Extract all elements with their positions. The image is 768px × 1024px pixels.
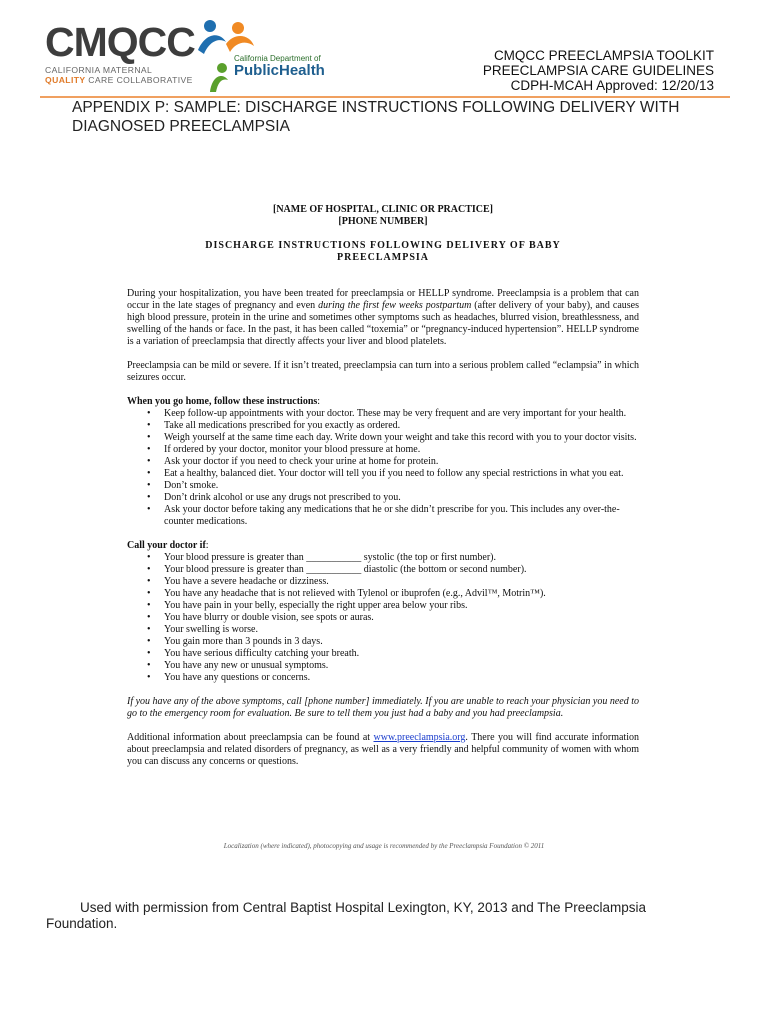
list-item: • Your swelling is worse.	[164, 624, 639, 636]
list-item: • If ordered by your doctor, monitor your blood pressure at home.	[164, 444, 639, 456]
intro-text-a: During your hospitalization, you have been treated for preeclampsia or HELLP syndrome. Preeclampsia is a problem that can occur in the late stages of pregnancy and even	[127, 288, 639, 311]
info-text-a: Additional information about preeclampsia can be found at	[127, 732, 374, 743]
info-paragraph	[127, 732, 639, 768]
cmqcc-logo-line2-rest: CARE COLLABORATIVE	[85, 75, 193, 85]
list-item: • Don’t drink alcohol or use any drugs not prescribed to you.	[164, 492, 639, 504]
list-item: • Your blood pressure is greater than ___________ diastolic (the bottom or second number).	[164, 564, 639, 576]
cmqcc-logo	[45, 19, 195, 94]
preeclampsia-website-link[interactable]: www.preeclampsia.org	[373, 732, 466, 743]
list-item: • Don’t smoke.	[164, 480, 639, 492]
call-doctor-heading	[127, 540, 639, 552]
cdph-logo-line1: California Department of	[234, 54, 321, 63]
intro-text-b: (after delivery of your baby), and causes high blood pressure, protein in the urine and sometimes other symptoms such as headaches, blurred vision, breathlessness, and swelling of the hands or face. In the past, it has been called “toxemia” or “pregnancy-induced hypertension”. HELLP syndrome is a variation of preeclampsia that directly affects your liver and blood platelets.	[127, 300, 640, 347]
home-instructions-heading	[127, 396, 639, 408]
cmqcc-logo-line2	[45, 75, 193, 85]
list-item: • You have any headache that is not relieved with Tylenol or ibuprofen (e.g., Advil™, Motrin™).	[164, 588, 639, 600]
approval-line: CDPH-MCAH Approved: 12/20/13	[510, 78, 714, 93]
guidelines-title: PREECLAMPSIA CARE GUIDELINES	[482, 63, 714, 78]
intro-paragraph	[127, 288, 639, 348]
home-instructions-list	[127, 408, 639, 528]
cmqcc-logo-line1: CALIFORNIA MATERNAL	[45, 65, 153, 75]
list-item: • Weigh yourself at the same time each day. Write down your weight and take this record with you to your doctor visits.	[164, 432, 639, 444]
letter-title-line1: DISCHARGE INSTRUCTIONS FOLLOWING DELIVERY OF BABY	[205, 240, 561, 251]
list-item: • Eat a healthy, balanced diet. Your doctor will tell you if you need to follow any special restrictions in what you eat.	[164, 468, 639, 480]
list-item: • Keep follow-up appointments with your doctor. These may be very frequent and are very important for your health.	[164, 408, 639, 420]
toolkit-title: CMQCC PREECLAMPSIA TOOLKIT	[493, 48, 714, 63]
discharge-letter	[127, 204, 639, 768]
letter-title-line2: PREECLAMPSIA	[336, 252, 429, 263]
list-item: • You gain more than 3 pounds in 3 days.	[164, 636, 639, 648]
list-item: • You have a severe headache or dizziness.	[164, 576, 639, 588]
hospital-name-placeholder: [NAME OF HOSPITAL, CLINIC OR PRACTICE]	[272, 204, 493, 215]
severity-paragraph: Preeclampsia can be mild or severe. If it isn’t treated, preeclampsia can turn into a serious problem called “eclampsia” in which seizures occur.	[127, 360, 639, 383]
call-heading-text: Call your doctor if	[127, 540, 206, 551]
list-item: • You have any new or unusual symptoms.	[164, 660, 639, 672]
call-doctor-list	[127, 552, 639, 684]
intro-text-italic: during the first few weeks postpartum	[318, 300, 472, 311]
list-item: • You have any questions or concerns.	[164, 672, 639, 684]
list-item: • You have pain in your belly, especially the right upper area below your ribs.	[164, 600, 639, 612]
list-item: • You have blurry or double vision, see spots or auras.	[164, 612, 639, 624]
home-heading-colon: :	[317, 396, 321, 407]
emergency-paragraph	[127, 696, 639, 720]
cmqcc-logo-wordmark: CMQCC	[45, 19, 195, 65]
emergency-text: If you have any of the above symptoms, call [phone number] immediately. If you are unable to reach your physician you need to go to the emergency room for evaluation. Be sure to tell them you just had a baby and you had preeclampsia.	[127, 696, 639, 719]
cdph-logo-line2: PublicHealth	[234, 62, 325, 79]
cmqcc-logo-quality: QUALITY	[45, 75, 86, 85]
call-heading-colon: :	[205, 540, 209, 551]
list-item: • You have serious difficulty catching your breath.	[164, 648, 639, 660]
list-item: • Take all medications prescribed for you exactly as ordered.	[164, 420, 639, 432]
toolkit-header	[483, 48, 714, 93]
list-item: • Ask your doctor if you need to check your urine at home for protein.	[164, 456, 639, 468]
list-item: • Your blood pressure is greater than ___________ systolic (the top or first number).	[164, 552, 639, 564]
home-heading-text: When you go home, follow these instructions	[127, 396, 318, 407]
phone-number-placeholder: [PHONE NUMBER]	[338, 216, 428, 227]
info-text-b: . There you will find accurate information about preeclampsia and related disorders of pregnancy, as well as a very friendly and helpful community of women with whom you can discuss any concerns or questions.	[127, 732, 639, 767]
permission-statement: Used with permission from Central Baptist Hospital Lexington, KY, 2013 and The Preeclampsia Foundation.	[46, 900, 647, 931]
cdph-logo	[196, 16, 366, 94]
appendix-title: APPENDIX P: SAMPLE: DISCHARGE INSTRUCTIONS FOLLOWING DELIVERY WITH DIAGNOSED PREECLAMPSIA	[72, 99, 680, 135]
foundation-footer-note: Localization (where indicated), photocopying and usage is recommended by the Preeclampsia Foundation © 2011	[223, 842, 545, 850]
list-item: • Ask your doctor before taking any medications that he or she didn’t prescribe for you. This includes any over-the-counter medications.	[164, 504, 639, 528]
